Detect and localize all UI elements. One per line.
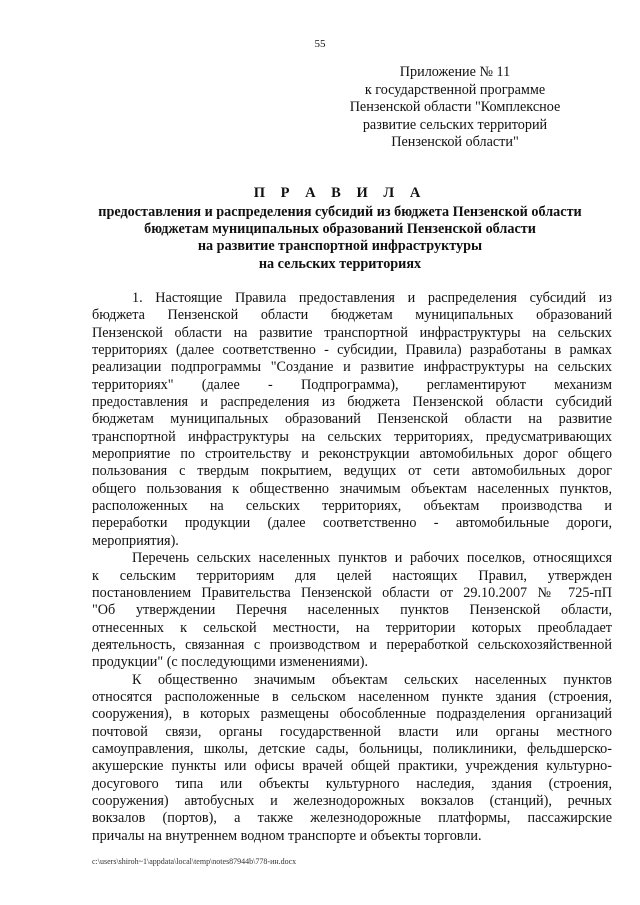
appendix-line: Пензенской области" (391, 134, 519, 150)
text-line: Пензенской области на развитие транспортной инфраструктуры на сельских (92, 324, 612, 341)
text-line: почтовой связи, органы государственной власти или органы местного (92, 723, 612, 740)
text-line: расположенных на сельских территориях, объектам производства и (92, 498, 612, 515)
title-main: П Р А В И Л А (253, 185, 427, 201)
text-line: причалы на внутреннем водном транспорте и объекты торговли. (92, 827, 482, 844)
paragraph-2 (92, 550, 612, 671)
text-line: мероприятие по строительству и реконструкции автомобильных дорог общего (92, 446, 612, 463)
text-line: реализации подпрограммы "Создание и развитие инфраструктуры на сельских (92, 359, 612, 376)
page-number: 55 (314, 38, 326, 50)
title-subline: на развитие транспортной инфраструктуры (197, 238, 483, 255)
appendix-line: Пензенской области "Комплексное (349, 99, 561, 115)
text-line: досугового типа или объекты культурного наследия, здания (строения, (92, 775, 612, 792)
text-line: сооружения) автобусных и железнодорожных вокзалов (станций), речных (92, 792, 612, 809)
text-line: транспортной инфраструктуры на сельских территориях, предусматривающих (92, 428, 612, 445)
text-line: относятся расположенные в сельском населенном пункте здания (строения, (92, 688, 612, 705)
text-line: мероприятия). (92, 532, 179, 549)
text-line: постановлением Правительства Пензенской области от 29.10.2007 № 725-пП (92, 584, 612, 601)
document-title (60, 184, 620, 273)
appendix-header (330, 64, 580, 152)
text-line: К общественно значимым объектам сельских населенных пунктов (132, 671, 612, 688)
file-path-footer: c:\users\shiroh~1\appdata\local\temp\notes87944b\778-ин.docx (92, 857, 297, 866)
text-line: вокзалов (портов), а также железнодорожные платформы, пассажирские (92, 810, 612, 827)
text-line: самоуправления, школы, детские сады, больницы, поликлиники, фельдшерско- (92, 740, 612, 757)
title-subline: на сельских территориях (258, 255, 422, 272)
title-subline: предоставления и распределения субсидий из бюджета Пензенской области (98, 204, 582, 220)
text-line: к сельским территориям для целей настоящих Правил, утвержден (92, 567, 612, 584)
document-body (92, 290, 612, 845)
text-line: общего пользования к общественно значимым объектам населенных пунктов, (92, 480, 612, 497)
text-line: территориях" (далее - Подпрограмма), регламентируют механизм (92, 376, 612, 393)
appendix-line: развитие сельских территорий (362, 116, 548, 133)
paragraph-3 (92, 672, 612, 845)
text-line: Перечень сельских населенных пунктов и рабочих поселков, относящихся (132, 550, 612, 567)
text-line: пользования с твердым покрытием, ведущих от сети автомобильных дорог (92, 463, 612, 480)
text-line: акушерские пункты или офисы врачей общей практики, учреждения культурно- (92, 758, 612, 775)
text-line: отнесенных к сельской местности, на территории которых преобладает (92, 619, 612, 636)
title-subline: бюджетам муниципальных образований Пензенской области (144, 221, 536, 238)
text-line: сооружения), в которых размещены обособленные подразделения организаций (92, 706, 612, 723)
text-line: предоставления и распределения из бюджета Пензенской области субсидий (92, 394, 612, 411)
text-line: территориях (далее соответственно - субсидии, Правила) разработаны в рамках (92, 342, 612, 359)
appendix-line: Приложение № 11 (399, 64, 511, 80)
text-line: бюджета Пензенской области бюджетам муниципальных образований (92, 307, 612, 324)
text-line: деятельность, связанная с производством и переработкой сельскохозяйственной (92, 636, 612, 653)
text-line: продукции" (с последующими изменениями). (92, 654, 369, 671)
text-line: бюджетам муниципальных образований Пензенской области на развитие (92, 411, 612, 428)
text-line: переработки продукции (далее соответственно - автомобильные дороги, (92, 515, 612, 532)
text-line: 1. Настоящие Правила предоставления и распределения субсидий из (132, 290, 612, 306)
text-line: "Об утверждении Перечня населенных пунктов Пензенской области, (92, 602, 612, 619)
appendix-line: к государственной программе (364, 81, 546, 98)
paragraph-1 (92, 290, 612, 550)
